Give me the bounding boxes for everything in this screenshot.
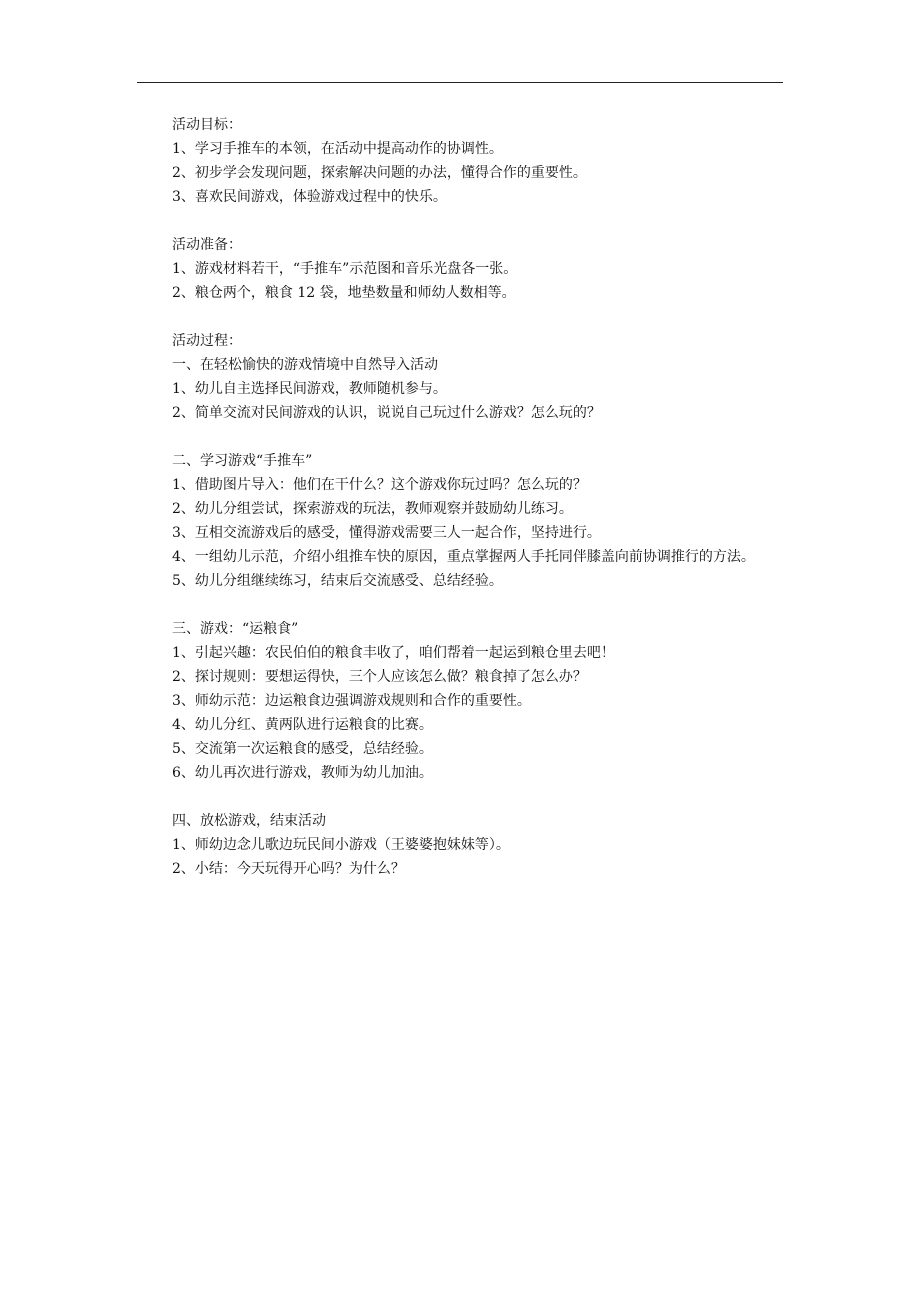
section-process-intro xyxy=(140,329,783,425)
section-heading: 活动过程： xyxy=(172,333,242,349)
list-item: 3、师幼示范：边运粮食边强调游戏规则和合作的重要性。 xyxy=(172,693,531,709)
header-rule xyxy=(137,82,783,83)
section-closing xyxy=(140,809,783,881)
section-preparation xyxy=(140,233,783,305)
section-heading: 活动准备： xyxy=(172,237,242,253)
list-item: 3、互相交流游戏后的感受，懂得游戏需要三人一起合作，坚持进行。 xyxy=(172,525,601,541)
list-item: 1、师幼边念儿歌边玩民间小游戏（王婆婆抱妹妹等）。 xyxy=(172,837,510,853)
list-item: 2、幼儿分组尝试，探索游戏的玩法，教师观察并鼓励幼儿练习。 xyxy=(172,501,573,517)
document-body xyxy=(140,113,783,905)
list-item: 4、一组幼儿示范，介绍小组推车快的原因，重点掌握两人手托同伴膝盖向前协调推行的方法。 xyxy=(172,549,755,565)
section-heading: 三、游戏：“运粮食” xyxy=(172,621,299,637)
list-item: 2、初步学会发现问题，探索解决问题的办法，懂得合作的重要性。 xyxy=(172,165,587,181)
section-goals xyxy=(140,113,783,209)
list-item: 1、幼儿自主选择民间游戏，教师随机参与。 xyxy=(172,381,447,397)
list-item: 1、借助图片导入：他们在干什么？这个游戏你玩过吗？怎么玩的？ xyxy=(172,477,587,493)
section-subheading: 一、在轻松愉快的游戏情境中自然导入活动 xyxy=(172,357,438,373)
section-heading: 活动目标： xyxy=(172,117,242,133)
list-item: 5、交流第一次运粮食的感受，总结经验。 xyxy=(172,741,433,757)
list-item: 5、幼儿分组继续练习，结束后交流感受、总结经验。 xyxy=(172,573,503,589)
list-item: 2、简单交流对民间游戏的认识，说说自己玩过什么游戏？怎么玩的？ xyxy=(172,405,601,421)
list-item: 2、小结：今天玩得开心吗？为什么？ xyxy=(172,861,405,877)
list-item: 2、探讨规则：要想运得快，三个人应该怎么做？粮食掉了怎么办？ xyxy=(172,669,587,685)
list-item: 3、喜欢民间游戏，体验游戏过程中的快乐。 xyxy=(172,189,447,205)
section-heading: 二、学习游戏“手推车” xyxy=(172,453,313,469)
section-heading: 四、放松游戏，结束活动 xyxy=(172,813,326,829)
list-item: 2、粮仓两个，粮食 12 袋，地垫数量和师幼人数相等。 xyxy=(172,285,516,301)
list-item: 1、学习手推车的本领，在活动中提高动作的协调性。 xyxy=(172,141,503,157)
list-item: 4、幼儿分红、黄两队进行运粮食的比赛。 xyxy=(172,717,433,733)
list-item: 6、幼儿再次进行游戏，教师为幼儿加油。 xyxy=(172,765,433,781)
section-grain-game xyxy=(140,617,783,785)
list-item: 1、引起兴趣：农民伯伯的粮食丰收了，咱们帮着一起运到粮仓里去吧！ xyxy=(172,645,615,661)
section-cart-game xyxy=(140,449,783,593)
list-item: 1、游戏材料若干，“手推车”示范图和音乐光盘各一张。 xyxy=(172,261,518,277)
